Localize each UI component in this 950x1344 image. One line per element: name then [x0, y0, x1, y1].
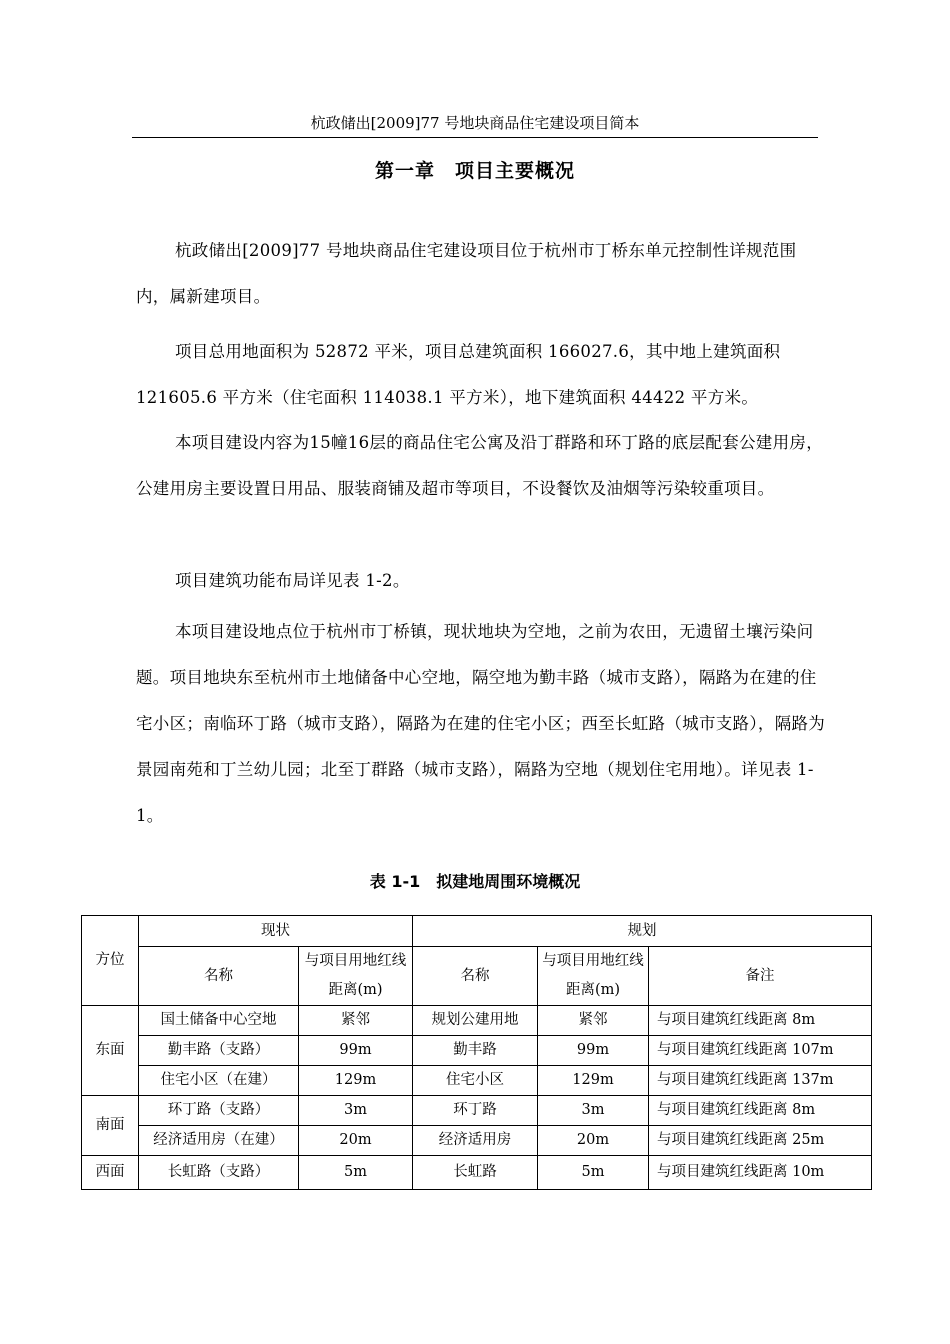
direction-cell: 南面	[82, 1096, 139, 1156]
current-name-cell: 长虹路（支路）	[139, 1156, 299, 1190]
header-current-name: 名称	[139, 947, 299, 1006]
current-distance-cell: 3m	[299, 1096, 413, 1126]
planned-name-cell: 规划公建用地	[413, 1006, 538, 1036]
planned-distance-cell: 99m	[538, 1036, 649, 1066]
current-distance-cell: 5m	[299, 1156, 413, 1190]
paragraph-layout-ref: 项目建筑功能布局详见表 1-2。	[175, 571, 410, 590]
note-cell: 与项目建筑红线距离 10m	[649, 1156, 872, 1190]
paragraph-area: 项目总用地面积为 52872 平米，项目总建筑面积 166027.6，其中地上建筑面积 121605.6 平方米（住宅面积 114038.1 平方米），地下建筑面积 44422 平方米。	[136, 342, 781, 407]
header-planned: 规划	[413, 916, 872, 947]
direction-cell: 西面	[82, 1156, 139, 1190]
current-name-cell: 住宅小区（在建）	[139, 1066, 299, 1096]
paragraph-location: 杭政储出[2009]77 号地块商品住宅建设项目位于杭州市丁桥东单元控制性详规范围内，属新建项目。	[136, 241, 797, 306]
running-header: 杭政储出[2009]77 号地块商品住宅建设项目简本	[310, 114, 640, 132]
planned-distance-cell: 紧邻	[538, 1006, 649, 1036]
paragraph-site: 本项目建设地点位于杭州市丁桥镇，现状地块为空地，之前为农田，无遗留土壤污染问题。项目地块东至杭州市土地储备中心空地，隔空地为勤丰路（城市支路），隔路为在建的住宅小区；南临环丁路（城市支路），隔路为在建的住宅小区；西至长虹路（城市支路），隔路为景园南苑和丁兰幼儿园；北至丁群路（城市支路），隔路为空地（规划住宅用地）。详见表 1-1。	[136, 622, 826, 825]
table-row	[82, 1036, 872, 1066]
table-row	[82, 1156, 872, 1190]
current-distance-cell: 20m	[299, 1126, 413, 1156]
header-note: 备注	[649, 947, 872, 1006]
header-planned-distance: 与项目用地红线距离(m)	[538, 947, 649, 1006]
planned-distance-cell: 129m	[538, 1066, 649, 1096]
note-cell: 与项目建筑红线距离 8m	[649, 1096, 872, 1126]
table-row	[82, 1006, 872, 1036]
table-caption: 表 1-1 拟建地周围环境概况	[369, 872, 581, 891]
note-cell: 与项目建筑红线距离 137m	[649, 1066, 872, 1096]
planned-name-cell: 勤丰路	[413, 1036, 538, 1066]
table-row	[82, 1066, 872, 1096]
current-distance-cell: 紧邻	[299, 1006, 413, 1036]
planned-name-cell: 环丁路	[413, 1096, 538, 1126]
header-divider	[132, 137, 818, 138]
planned-distance-cell: 20m	[538, 1126, 649, 1156]
note-cell: 与项目建筑红线距离 8m	[649, 1006, 872, 1036]
current-name-cell: 经济适用房（在建）	[139, 1126, 299, 1156]
header-direction: 方位	[82, 916, 139, 1006]
direction-cell: 东面	[82, 1006, 139, 1096]
note-cell: 与项目建筑红线距离 107m	[649, 1036, 872, 1066]
note-cell: 与项目建筑红线距离 25m	[649, 1126, 872, 1156]
current-distance-cell: 129m	[299, 1066, 413, 1096]
current-name-cell: 国土储备中心空地	[139, 1006, 299, 1036]
table-subheader-row	[82, 947, 872, 1006]
planned-name-cell: 住宅小区	[413, 1066, 538, 1096]
environment-table	[81, 915, 872, 1190]
header-planned-name: 名称	[413, 947, 538, 1006]
planned-distance-cell: 5m	[538, 1156, 649, 1190]
paragraph-content: 本项目建设内容为15幢16层的商品住宅公寓及沿丁群路和环丁路的底层配套公建用房，公建用房主要设置日用品、服装商铺及超市等项目，不设餐饮及油烟等污染较重项目。	[136, 433, 823, 498]
planned-name-cell: 经济适用房	[413, 1126, 538, 1156]
planned-name-cell: 长虹路	[413, 1156, 538, 1190]
current-name-cell: 环丁路（支路）	[139, 1096, 299, 1126]
chapter-title: 第一章 项目主要概况	[374, 160, 575, 182]
header-current: 现状	[139, 916, 413, 947]
table-header-row	[82, 916, 872, 947]
header-current-distance: 与项目用地红线距离(m)	[299, 947, 413, 1006]
current-distance-cell: 99m	[299, 1036, 413, 1066]
current-name-cell: 勤丰路（支路）	[139, 1036, 299, 1066]
table-row	[82, 1126, 872, 1156]
table-row	[82, 1096, 872, 1126]
planned-distance-cell: 3m	[538, 1096, 649, 1126]
